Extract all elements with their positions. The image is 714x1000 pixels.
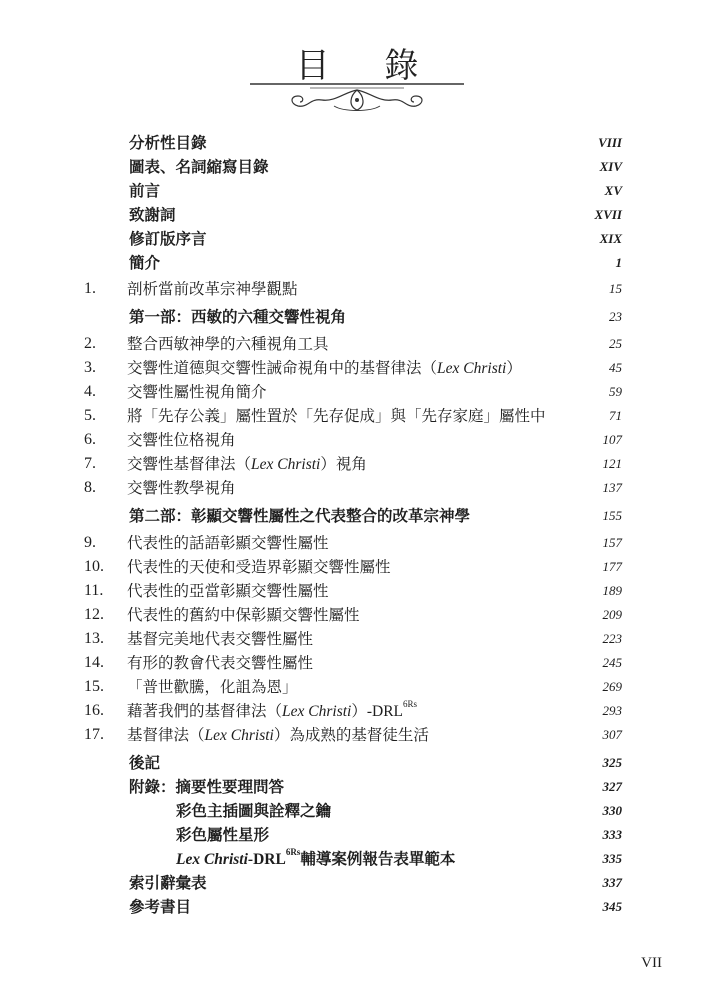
entry-label: 有形的教會代表交響性屬性 [127,654,314,672]
chapter-number: 16. [84,702,104,719]
chapter-number: 7. [84,455,96,472]
toc-entry-attribute-star[interactable] [0,823,714,847]
entry-page: 330 [602,803,622,818]
entry-label: 藉著我們的基督律法（Lex $Christi)-DRL^{6Rs}$ [127,699,418,720]
toc-entry-chapter-6[interactable] [0,428,714,452]
chapter-number: 5. [84,407,96,424]
entry-label: 圖表、名詞縮寫目錄 [129,158,269,176]
entry-label: 彩色主插圖與詮釋之鑰 [176,802,332,820]
entry-label: 代表性的亞當彰顯交響性屬性 [127,582,329,600]
entry-label: 交響性教學視角 [127,479,236,497]
entry-page: 177 [602,559,622,574]
entry-label: 附錄：摘要性要理問答 [129,778,285,796]
entry-page: 223 [602,631,622,646]
entry-page: XV [604,183,622,198]
toc-entry-chapter-10[interactable] [0,555,714,579]
entry-page: 269 [602,679,622,694]
entry-page: XIX [599,231,622,246]
chapter-number: 15. [84,678,104,695]
entry-label: 剖析當前改革宗神學觀點 [127,280,298,298]
entry-label: 整合西敏神學的六種視角工具 [127,335,329,353]
entry-page: 157 [602,535,622,550]
entry-page: 189 [602,583,622,598]
entry-page: XIV [599,159,622,174]
entry-label: 代表性的舊約中保彰顯交響性屬性 [127,606,360,624]
toc-entry-chapter-2[interactable] [0,332,714,356]
toc-entry-chapter-12[interactable] [0,603,714,627]
toc-entry-appendix[interactable] [0,775,714,799]
toc-entry-preface[interactable] [0,179,714,203]
entry-page: 155 [602,508,622,523]
part-label: 第二部：彰顯交響性屬性之代表整合的改革宗神學 [129,507,471,525]
toc-entry-chapter-11[interactable] [0,579,714,603]
chapter-number: 3. [84,359,96,376]
toc-entry-chapter-16[interactable] [0,699,714,723]
toc-entry-chapter-4[interactable] [0,380,714,404]
chapter-number: 12. [84,606,104,623]
ornament-divider [250,82,464,116]
chapter-number: 10. [84,558,104,575]
entry-page: 325 [602,755,622,770]
entry-label: 修訂版序言 [129,230,207,248]
entry-label: 基督完美地代表交響性屬性 [127,630,314,648]
entry-page: 337 [602,875,622,890]
toc-part-1[interactable] [0,305,714,329]
toc-entry-chapter-17[interactable] [0,723,714,747]
entry-page: 15 [609,281,622,296]
chapter-number: 6. [84,431,96,448]
entry-page: 335 [602,851,622,866]
entry-page: 107 [602,432,622,447]
entry-label: 索引辭彙表 [129,874,207,892]
entry-label: 分析性目錄 [129,134,207,152]
entry-label: 簡介 [129,254,161,272]
page-number: VII [641,955,662,971]
toc-entry-revised-preface[interactable] [0,227,714,251]
toc-entry-chapter-13[interactable] [0,627,714,651]
toc-entry-chapter-8[interactable] [0,476,714,500]
entry-label: 交響性道德與交響性誡命視角中的基督律法（Lex Christi） [127,359,522,377]
part-label: 第一部：西敏的六種交響性視角 [129,308,347,326]
chapter-number: 13. [84,630,104,647]
toc-entry-acknowledgements[interactable] [0,203,714,227]
entry-page: 327 [602,779,622,794]
toc-entry-chapter-5[interactable] [0,404,714,428]
entry-page: 209 [602,607,622,622]
chapter-number: 17. [84,726,104,743]
entry-label: Lex Christi-$DRL^{6Rs}$輔導案例報告表單範本 [176,847,456,868]
entry-label: 交響性位格視角 [127,431,236,449]
entry-page: 23 [609,309,622,324]
toc-entry-chapter-14[interactable] [0,651,714,675]
entry-page: 293 [602,703,622,718]
chapter-number: 14. [84,654,104,671]
entry-label: 「普世歡騰，化詛為恩」 [127,678,298,696]
toc-entry-bibliography[interactable] [0,895,714,919]
toc-entry-figures[interactable] [0,155,714,179]
entry-label: 交響性屬性視角簡介 [127,383,267,401]
entry-page: 345 [602,899,622,914]
entry-label: 彩色屬性星形 [176,826,270,844]
entry-page: 71 [609,408,622,423]
toc-entry-epilogue[interactable] [0,751,714,775]
page-title: 目 錄 [295,46,441,86]
entry-label: 參考書目 [129,898,192,916]
entry-page: XVII [594,207,622,222]
entry-label: 代表性的天使和受造界彰顯交響性屬性 [127,558,391,576]
toc-entry-counseling-template[interactable] [0,847,714,871]
entry-page: 1 [615,255,622,270]
chapter-number: 2. [84,335,96,352]
entry-label: 基督律法（Lex Christi）為成熟的基督徒生活 [127,726,429,744]
toc-entry-introduction[interactable] [0,251,714,275]
entry-label: 致謝詞 [129,206,176,224]
entry-page: 307 [602,727,622,742]
entry-label: 前言 [129,182,161,200]
chapter-number: 8. [84,479,96,496]
entry-label: 後記 [129,754,161,772]
toc-entry-chapter-15[interactable] [0,675,714,699]
chapter-number: 11. [84,582,104,599]
entry-label: 交響性基督律法（Lex Christi）視角 [127,455,367,473]
toc-part-2[interactable] [0,504,714,528]
entry-page: 25 [609,336,622,351]
entry-page: 45 [609,360,622,375]
entry-label: 代表性的話語彰顯交響性屬性 [127,534,329,552]
toc-entry-chapter-1[interactable] [0,277,714,301]
entry-page: VIII [598,135,622,150]
toc-entry-analytic-contents[interactable] [0,131,714,155]
chapter-number: 1. [84,280,96,297]
entry-page: 245 [602,655,622,670]
toc-entry-glossary[interactable] [0,871,714,895]
toc-entry-chapter-7[interactable] [0,452,714,476]
chapter-number: 9. [84,534,96,551]
entry-page: 333 [602,827,622,842]
toc-entry-color-illustration[interactable] [0,799,714,823]
chapter-number: 4. [84,383,96,400]
entry-page: 59 [609,384,622,399]
toc-entry-chapter-3[interactable] [0,356,714,380]
toc-entry-chapter-9[interactable] [0,531,714,555]
entry-label: 將「先存公義」屬性置於「先存促成」與「先存家庭」屬性中 [127,407,546,425]
entry-page: 137 [602,480,622,495]
entry-page: 121 [602,456,622,471]
